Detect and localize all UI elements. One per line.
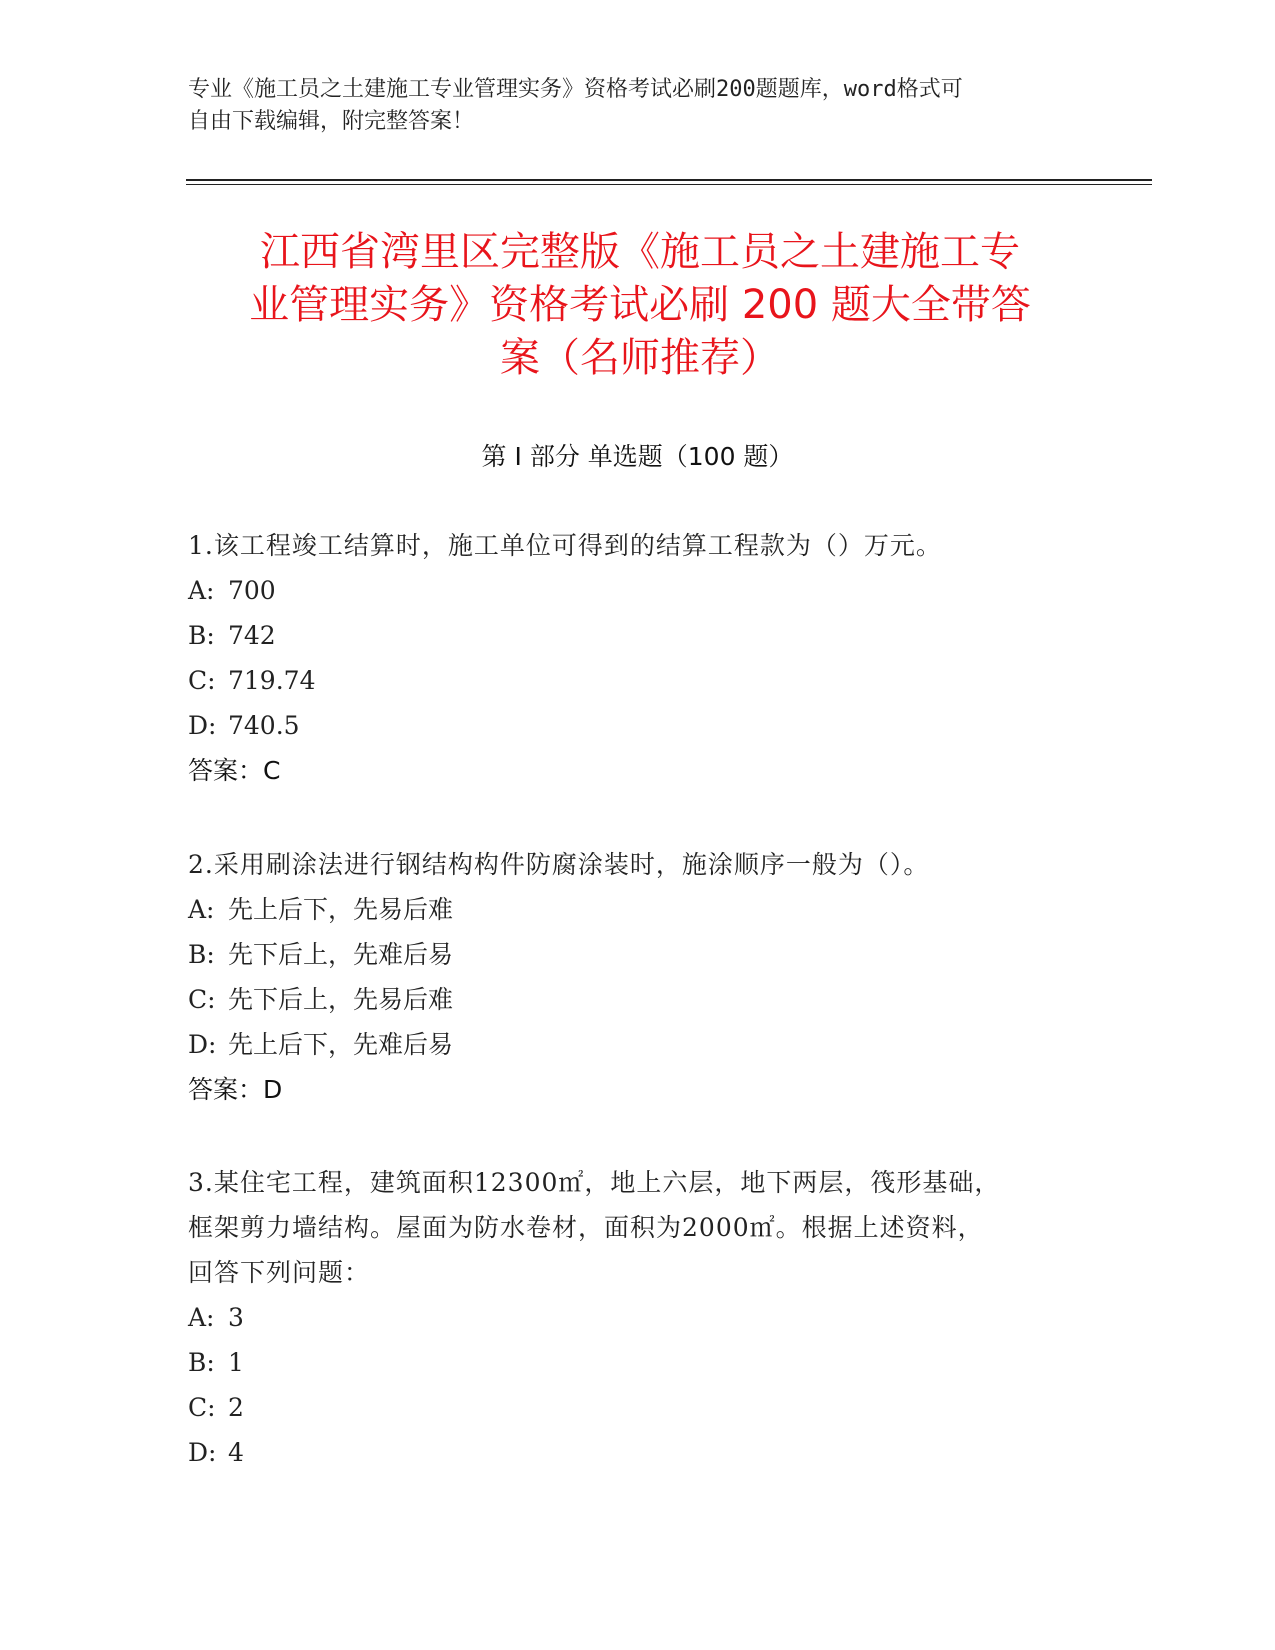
section-heading: 第 I 部分 单选题（100 题） xyxy=(481,442,794,471)
option-b xyxy=(188,613,1088,658)
question-stem-line-1: 3.某住宅工程，建筑面积12300㎡，地上六层，地下两层，筏形基础， xyxy=(188,1168,1001,1197)
option-d xyxy=(188,1430,1088,1475)
question-stem-line-2: 框架剪力墙结构。屋面为防水卷材，面积为2000㎡。根据上述资料， xyxy=(188,1213,984,1242)
option-c xyxy=(188,977,1088,1022)
option-key: C: xyxy=(188,666,216,695)
option-text: 3 xyxy=(228,1303,244,1332)
question-3 xyxy=(188,1160,1088,1475)
option-key: A: xyxy=(188,1303,215,1332)
header-note-line-2: 自由下载编辑，附完整答案！ xyxy=(188,109,475,134)
option-key: C: xyxy=(188,985,216,1014)
header-note xyxy=(188,74,1068,138)
option-b xyxy=(188,1340,1088,1385)
question-stem-line-3: 回答下列问题： xyxy=(188,1258,371,1287)
answer-line: 答案：C xyxy=(188,756,281,785)
option-text: 先上后下，先难后易 xyxy=(228,1030,454,1059)
document-title-line-2: 业管理实务》资格考试必刷 200 题大全带答 xyxy=(249,282,1031,328)
option-text: 先下后上，先易后难 xyxy=(228,985,454,1014)
option-text: 4 xyxy=(228,1438,244,1467)
option-d xyxy=(188,703,1088,748)
option-c xyxy=(188,658,1088,703)
header-divider-thick xyxy=(186,179,1152,181)
question-stem: 1.该工程竣工结算时，施工单位可得到的结算工程款为（）万元。 xyxy=(188,531,942,560)
question-stem: 2.采用刷涂法进行钢结构构件防腐涂装时，施涂顺序一般为（）。 xyxy=(188,850,930,879)
option-text: 先上后下，先易后难 xyxy=(228,895,454,924)
question-2 xyxy=(188,842,1088,1112)
option-text: 2 xyxy=(228,1393,244,1422)
option-key: C: xyxy=(188,1393,216,1422)
option-a xyxy=(188,1295,1088,1340)
document-title-line-3: 案（名师推荐） xyxy=(500,335,780,381)
option-key: A: xyxy=(188,895,215,924)
option-a xyxy=(188,568,1088,613)
answer-line: 答案：D xyxy=(188,1075,283,1104)
header-divider-thin xyxy=(186,184,1152,185)
option-text: 742 xyxy=(228,621,276,650)
option-key: D: xyxy=(188,1438,217,1467)
option-key: D: xyxy=(188,1030,217,1059)
option-d xyxy=(188,1022,1088,1067)
option-key: B: xyxy=(188,621,215,650)
document-title-line-1: 江西省湾里区完整版《施工员之土建施工专 xyxy=(260,229,1020,275)
option-text: 先下后上，先难后易 xyxy=(228,940,454,969)
option-text: 719.74 xyxy=(228,666,316,695)
question-1 xyxy=(188,523,1088,793)
option-key: B: xyxy=(188,940,215,969)
document-title xyxy=(190,226,1090,385)
header-note-line-1: 专业《施工员之土建施工专业管理实务》资格考试必刷200题题库，word格式可 xyxy=(188,77,963,102)
option-key: B: xyxy=(188,1348,215,1377)
option-key: D: xyxy=(188,711,217,740)
option-c xyxy=(188,1385,1088,1430)
option-b xyxy=(188,932,1088,977)
option-key: A: xyxy=(188,576,215,605)
option-text: 700 xyxy=(228,576,276,605)
option-text: 1 xyxy=(228,1348,244,1377)
option-text: 740.5 xyxy=(228,711,300,740)
option-a xyxy=(188,887,1088,932)
